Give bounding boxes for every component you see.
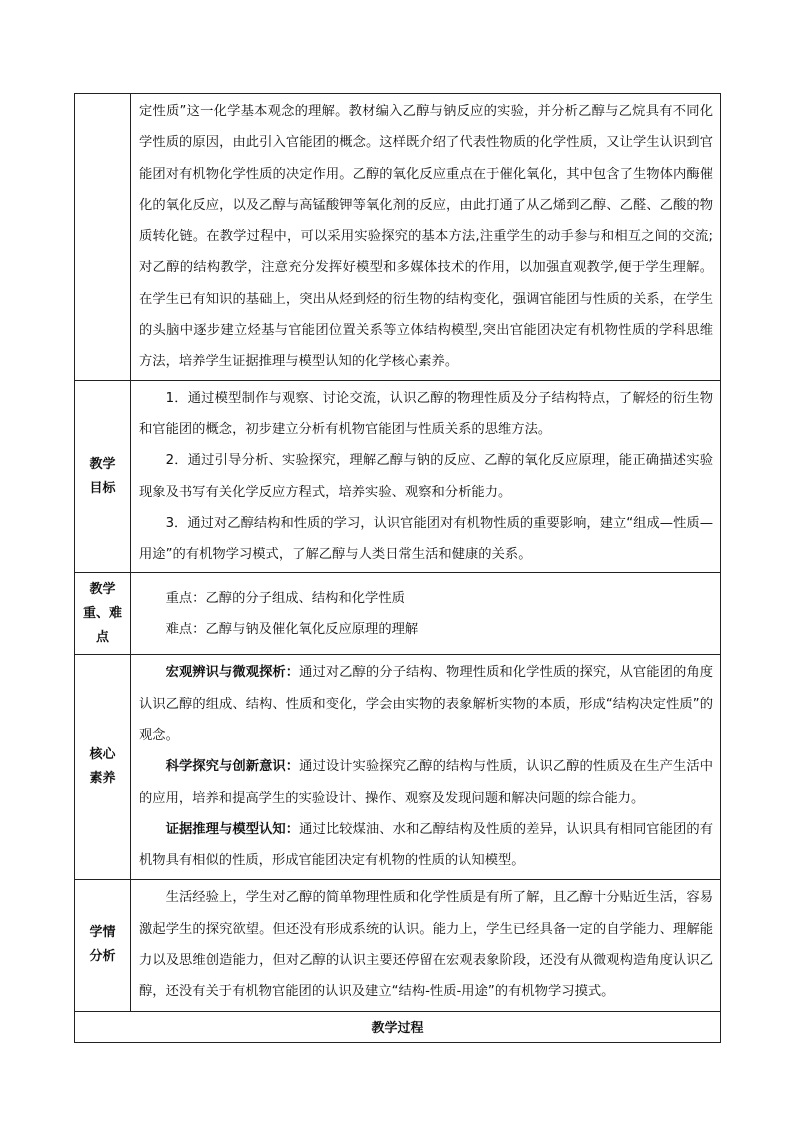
student-analysis-paragraph: 生活经验上，学生对乙醇的简单物理性质和化学性质是有所了解，且乙醇十分贴近生活，容易激起学生的探究欲望。但还没有形成系统的认识。能力上，学生已经具备一定的自学能力、理解能力以及思维创造能力，但对乙醇的认识主要还停留在宏观表象阶段，还没有从微观构造角度认识乙醇，还没有关于有机物官能团的认识及建立“结构-性质-用途”的有机物学习摸式。 bbox=[139, 890, 713, 1000]
competency-item-3-text: 通过比较煤油、水和乙醇结构及性质的差异，认识具有相同官能团的有机物具有相似的性质，形成官能团决定有机物的性质的认知模型。 bbox=[139, 821, 714, 869]
process-row bbox=[75, 1011, 721, 1042]
competency-item-1 bbox=[139, 657, 713, 751]
objective-item-1: 1．通过模型制作与观察、讨论交流，认识乙醇的物理性质及分子结构特点，了解烃的衍生物和官能团的概念，初步建立分析有机物官能团与性质关系的思维方法。 bbox=[139, 390, 713, 437]
competency-item-3 bbox=[139, 814, 713, 877]
key-points-label-line-1: 教学 bbox=[89, 581, 116, 597]
key-points-label-cell bbox=[75, 573, 131, 655]
analysis-row bbox=[75, 94, 721, 381]
objective-item-2: 2．通过引导分析、实验探究，理解乙醇与钠的反应、乙醇的氧化反应原理，能正确描述实验现象及书写有关化学反应方程式，培养实验、观察和分析能力。 bbox=[139, 453, 713, 500]
objectives-label-line-1: 教学 bbox=[89, 456, 116, 472]
competency-content-cell bbox=[131, 655, 721, 879]
objectives-content-cell bbox=[131, 380, 721, 573]
objectives-label-cell bbox=[75, 380, 131, 573]
student-content-cell bbox=[131, 879, 721, 1011]
competency-row bbox=[75, 655, 721, 879]
key-points-content-cell bbox=[131, 573, 721, 655]
objectives-row bbox=[75, 380, 721, 573]
key-points-label-line-3: 点 bbox=[95, 629, 109, 645]
difficult-point-item: 难点：乙醇与钠及催化氧化反应原理的理解 bbox=[165, 621, 419, 637]
competency-item-2-title: 科学探究与创新意识： bbox=[165, 759, 300, 775]
objective-item-3: 3．通过对乙醇结构和性质的学习，认识官能团对有机物性质的重要影响，建立“组成—性质—用途”的有机物学习模式，了解乙醇与人类日常生活和健康的关系。 bbox=[139, 515, 713, 563]
analysis-label-cell bbox=[75, 94, 131, 381]
competency-item-2-text: 通过设计实验探究乙醇的结构与性质，认识乙醇的性质及在生产生活中的应用，培养和提高学生的实验设计、操作、观察及发现问题和解决问题的综合能力。 bbox=[139, 759, 714, 806]
competency-label-line-1: 核心 bbox=[89, 746, 116, 762]
student-label-line-2: 分析 bbox=[89, 949, 116, 965]
objectives-label-line-2: 目标 bbox=[89, 480, 116, 496]
competency-item-3-title: 证据推理与模型认知： bbox=[165, 821, 300, 837]
competency-item-1-title: 宏观辨识与微观探析： bbox=[165, 665, 300, 681]
competency-item-1-text: 通过对乙醇的分子结构、物理性质和化学性质的探究，从官能团的角度认识乙醇的组成、结构、性质和变化，学会由实物的表象解析实物的本质，形成“结构决定性质”的观念。 bbox=[139, 665, 714, 744]
analysis-content-cell bbox=[131, 94, 721, 381]
analysis-paragraph: 定性质”这一化学基本观念的理解。教材编入乙醇与钠反应的实验，并分析乙醇与乙烷具有不同化学性质的原因，由此引入官能团的概念。这样既介绍了代表性物质的化学性质，又让学生认识到官能团对有机物化学性质的决定作用。乙醇的氧化反应重点在于催化氧化，其中包含了生物体内酶催化的氧化反应，以及乙醇与高锰酸钾等氧化剂的反应，由此打通了从乙烯到乙醇、乙醛、乙酸的物质转化链。在教学过程中，可以采用实验探究的基本方法,注重学生的动手参与和相互之间的交流;对乙醇的结构教学，注意充分发挥好模型和多媒体技术的作用，以加强直观教学,便于学生理解。在学生已有知识的基础上，突出从烃到烃的衍生物的结构变化，强调官能团与性质的关系，在学生的头脑中逐步建立烃基与官能团位置关系等立体结构模型,突出官能团决定有机物性质的学科思维方法，培养学生证据推理与模型认知的化学核心素养。 bbox=[139, 104, 713, 370]
student-row bbox=[75, 879, 721, 1011]
student-label-line-1: 学情 bbox=[89, 925, 116, 941]
competency-label-line-2: 素养 bbox=[89, 770, 116, 786]
key-points-row bbox=[75, 573, 721, 655]
lesson-plan-table bbox=[74, 93, 721, 1043]
competency-item-2 bbox=[139, 751, 713, 814]
key-points-label-line-2: 重、难 bbox=[82, 605, 122, 621]
student-label-cell bbox=[75, 879, 131, 1011]
process-header: 教学过程 bbox=[75, 1011, 721, 1042]
key-point-item: 重点：乙醇的分子组成、结构和化学性质 bbox=[165, 590, 405, 606]
competency-label-cell bbox=[75, 655, 131, 879]
